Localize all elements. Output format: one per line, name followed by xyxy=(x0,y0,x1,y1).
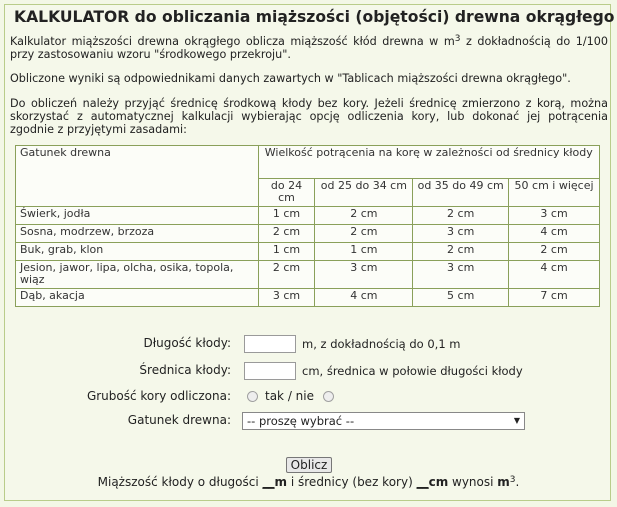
intro-text-1a: Kalkulator miąższości drewna okrągłego oblicza miąższość kłód drewna w m xyxy=(10,35,455,48)
table-row xyxy=(16,207,600,225)
result-text-mid: i średnicy (bez kory) xyxy=(287,475,417,489)
header-range-1: do 24 cm xyxy=(258,179,315,207)
table-row xyxy=(16,243,600,261)
result-diameter-blank: __ xyxy=(416,475,429,489)
bark-options-label: tak / nie xyxy=(265,389,315,403)
intro-paragraph-2: Obliczone wyniki są odpowiednikami danych zawartych w "Tablicach miąższości drewna okrągłego". xyxy=(10,72,571,85)
value-cell: 4 cm xyxy=(509,225,600,243)
header-range-4: 50 cm i więcej xyxy=(509,179,600,207)
intro-paragraph-1 xyxy=(10,35,608,61)
value-cell: 1 cm xyxy=(258,243,315,261)
result-length-unit: m xyxy=(274,475,288,489)
value-cell: 2 cm xyxy=(413,243,509,261)
species-select[interactable] xyxy=(242,412,525,430)
calculate-button[interactable]: Oblicz xyxy=(286,457,332,473)
length-label: Długość kłody: xyxy=(143,336,231,350)
value-cell: 2 cm xyxy=(315,225,413,243)
value-cell: 2 cm xyxy=(315,207,413,225)
result-line xyxy=(0,475,617,489)
value-cell: 3 cm xyxy=(413,261,509,289)
header-range-2: od 25 do 34 cm xyxy=(315,179,413,207)
result-text-suffix: wynosi xyxy=(448,475,498,489)
value-cell: 4 cm xyxy=(315,289,413,307)
intro-text-1b: z dokładnością do 1/100 przy zastosowaniu wzoru "środkowego przekroju". xyxy=(10,35,608,61)
result-diameter-unit: cm xyxy=(428,475,449,489)
diameter-hint: cm, średnica w połowie długości kłody xyxy=(302,364,523,378)
species-label: Gatunek drewna: xyxy=(127,413,231,427)
length-hint: m, z dokładnością do 0,1 m xyxy=(302,337,461,351)
result-text: Miąższość kłody o długości xyxy=(97,475,263,489)
intro-superscript: 3 xyxy=(454,34,461,44)
species-cell: Dąb, akacja xyxy=(16,289,259,307)
species-cell: Buk, grab, klon xyxy=(16,243,259,261)
species-cell: Świerk, jodła xyxy=(16,207,259,225)
value-cell: 2 cm xyxy=(413,207,509,225)
bark-deduction-table xyxy=(15,145,600,307)
value-cell: 3 cm xyxy=(413,225,509,243)
length-input[interactable] xyxy=(244,335,296,353)
species-cell: Sosna, modrzew, brzoza xyxy=(16,225,259,243)
value-cell: 3 cm xyxy=(509,207,600,225)
value-cell: 2 cm xyxy=(258,261,315,289)
intro-paragraph-3: Do obliczeń należy przyjąć średnicę środkową kłody bez kory. Jeżeli średnicę zmierzono z korą, można skorzystać z automatycznej kalkulacji wybierając opcję odliczenia kory, lub dokonać jej potrącenia zgodnie z przyjętymi zasadami: xyxy=(10,97,608,136)
header-species: Gatunek drewna xyxy=(16,146,259,207)
chevron-down-icon: ▼ xyxy=(513,416,520,425)
table-row xyxy=(16,225,600,243)
bark-label: Grubość kory odliczona: xyxy=(86,389,231,403)
bark-yes-radio[interactable] xyxy=(247,391,258,402)
species-selected-value: -- proszę wybrać -- xyxy=(247,414,355,428)
value-cell: 2 cm xyxy=(509,243,600,261)
value-cell: 4 cm xyxy=(509,261,600,289)
value-cell: 7 cm xyxy=(509,289,600,307)
value-cell: 3 cm xyxy=(315,261,413,289)
header-range-3: od 35 do 49 cm xyxy=(413,179,509,207)
result-volume-superscript: 3 xyxy=(509,475,516,485)
table-row xyxy=(16,261,600,289)
result-volume-unit: m xyxy=(497,475,510,489)
value-cell: 3 cm xyxy=(258,289,315,307)
diameter-input[interactable] xyxy=(244,362,296,380)
table-row xyxy=(16,289,600,307)
species-cell: Jesion, jawor, lipa, olcha, osika, topola, wiąz xyxy=(16,261,259,289)
diameter-label: Średnica kłody: xyxy=(139,363,231,377)
header-deduction: Wielkość potrącenia na korę w zależności od średnicy kłody xyxy=(258,146,599,179)
result-length-blank: __ xyxy=(262,475,275,489)
value-cell: 5 cm xyxy=(413,289,509,307)
page-title: KALKULATOR do obliczania miąższości (objętości) drewna okrągłego xyxy=(14,8,615,26)
bark-no-radio[interactable] xyxy=(323,391,334,402)
result-text-end: . xyxy=(515,475,520,489)
value-cell: 1 cm xyxy=(315,243,413,261)
value-cell: 1 cm xyxy=(258,207,315,225)
value-cell: 2 cm xyxy=(258,225,315,243)
